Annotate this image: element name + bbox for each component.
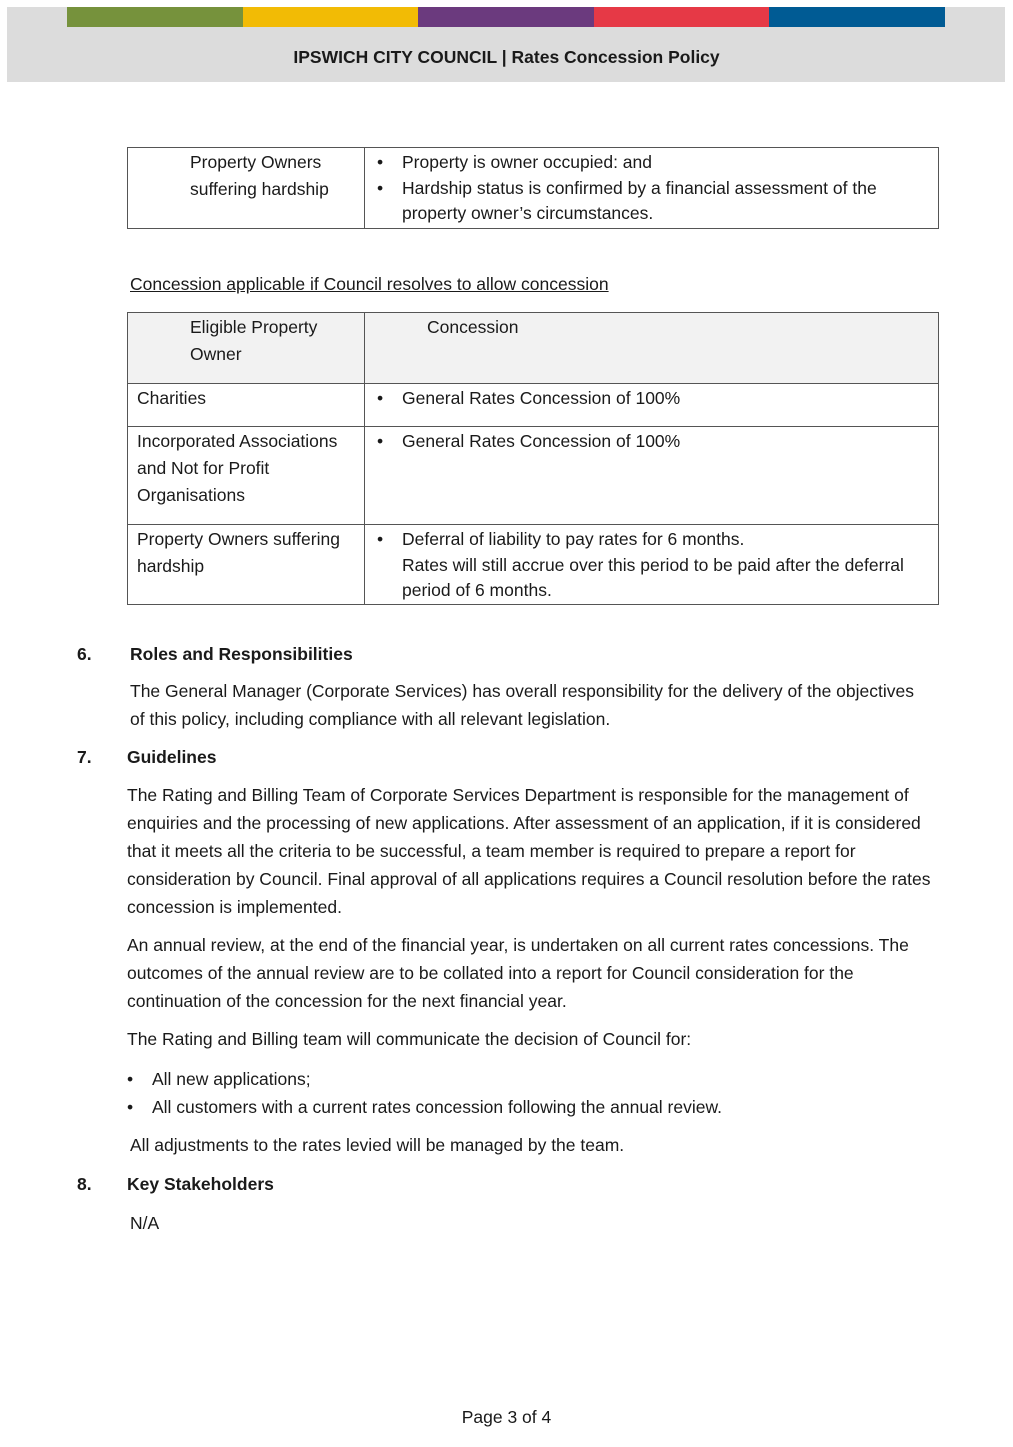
table-cell-owner	[128, 384, 365, 427]
concession-list	[365, 427, 938, 455]
table-cell-owner	[128, 525, 365, 605]
stripe-purple	[418, 7, 594, 27]
decision-list	[127, 1065, 927, 1121]
header-concession-label: Concession	[427, 317, 519, 337]
list-item: • Property is owner occupied: and	[402, 149, 930, 176]
table-row	[128, 384, 939, 427]
table-row	[128, 427, 939, 525]
table-row	[128, 525, 939, 605]
section-paragraph: The Rating and Billing Team of Corporate Services Department is responsible for the management of enquiries and the processing of new applications. After assessment of an application, if it is considered that it meets all the criteria to be successful, a team member is required to prepare a report for consideration by Council. Final approval of all applications requires a Council resolution before the rates concession is implemented.	[127, 785, 931, 917]
list-item: • All customers with a current rates concession following the annual review.	[127, 1093, 927, 1121]
section-title: Guidelines	[127, 747, 217, 767]
table-cell-owner	[128, 427, 365, 525]
concession-continuation: Rates will still accrue over this period to be paid after the deferral period of 6 months.	[402, 555, 904, 600]
section-number: 7.	[77, 747, 92, 767]
section-title: Key Stakeholders	[127, 1174, 274, 1194]
owner-label: Charities	[137, 388, 207, 408]
stripe-green	[67, 7, 243, 27]
section-paragraph: All adjustments to the rates levied will be managed by the team.	[130, 1135, 625, 1155]
table-cell-concession	[365, 427, 939, 525]
section-paragraph: An annual review, at the end of the financial year, is undertaken on all current rates concessions. The outcomes of the annual review are to be collated into a report for Council consideration for the continuation of the concession for the next financial year.	[127, 935, 909, 1011]
concession-list	[365, 384, 938, 412]
criteria-list	[365, 148, 938, 226]
header-cell-owner	[128, 313, 365, 384]
concession-table	[127, 312, 939, 605]
section-number: 6.	[77, 644, 92, 664]
list-item: • Deferral of liability to pay rates for 6 months.	[402, 526, 930, 553]
brand-color-stripe	[67, 7, 945, 27]
stripe-red	[594, 7, 770, 27]
owner-label: Incorporated Associations and Not for Profit Organisations	[137, 431, 338, 505]
eligibility-table	[127, 147, 939, 229]
owner-label: Property Owners suffering hardship	[190, 152, 329, 199]
page-number: Page 3 of 4	[461, 1407, 552, 1427]
header-cell-concession	[365, 313, 939, 384]
list-item: • General Rates Concession of 100%	[402, 428, 930, 455]
stripe-blue	[769, 7, 945, 27]
concession-list	[365, 525, 938, 553]
header-owner-label: Eligible Property Owner	[190, 317, 318, 364]
section-paragraph: N/A	[130, 1213, 160, 1233]
owner-label: Property Owners suffering hardship	[137, 529, 340, 576]
table-cell-concession	[365, 525, 939, 605]
table-header-row	[128, 313, 939, 384]
list-item: • Hardship status is confirmed by a financial assessment of the property owner’s circumstances.	[402, 176, 930, 226]
list-item: • All new applications;	[127, 1065, 927, 1093]
table-row	[128, 148, 939, 229]
section-number: 8.	[77, 1174, 92, 1194]
stripe-yellow	[243, 7, 419, 27]
table-cell-criteria	[365, 148, 939, 229]
table-cell-concession	[365, 384, 939, 427]
section-paragraph: The General Manager (Corporate Services) has overall responsibility for the delivery of the objectives of this policy, including compliance with all relevant legislation.	[130, 681, 914, 729]
table-cell-owner	[128, 148, 365, 229]
section-title: Roles and Responsibilities	[130, 644, 353, 664]
document-title: IPSWICH CITY COUNCIL | Rates Concession Policy	[293, 47, 720, 67]
concession-subheading: Concession applicable if Council resolves to allow concession	[130, 274, 609, 294]
list-item: • General Rates Concession of 100%	[402, 385, 930, 412]
section-paragraph: The Rating and Billing team will communicate the decision of Council for:	[127, 1029, 692, 1049]
